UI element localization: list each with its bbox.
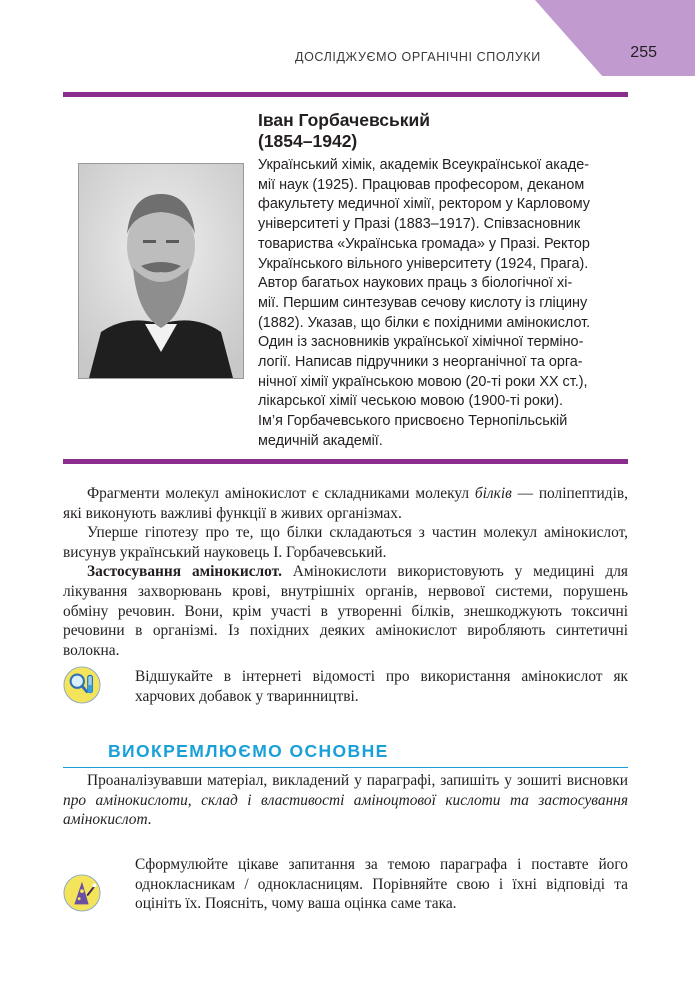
applications-heading: Застосування амінокислот. [87,563,282,581]
running-head: ДОСЛІДЖУЄМО ОРГАНІЧНІ СПОЛУКИ [295,50,541,64]
bio-line: Автор багатьох наукових праць з біологічної хі- [258,275,573,292]
bio-name-block [258,110,430,152]
bio-line: університеті у Празі (1883–1917). Співзасновник [258,216,581,233]
portrait-photo [78,163,244,379]
bio-line: мії. Першим синтезував сечову кислоту із гліцину [258,294,588,311]
task-question-text: Сформулюйте цікаве запитання за темою параграфа і поставте його однокласникам / однокласницям. Порівняйте свою і їхні відповіді та оцініть їх. Поясніть, чому ваша оцінка саме така. [135,856,628,913]
paragraph-text: Проаналізувавши матеріал, викладений у параграфі, запишіть у зошиті висновки [87,772,628,789]
emphasis-proteins: білків [474,485,512,502]
bio-line: факультету медичної хімії, ректором у Карловому [258,196,590,213]
emphasis-summary: про амінокислоти, склад і властивості аміноцтової кислоти та застосування амінокислот [63,791,628,829]
bio-years: (1854–1942) [258,131,358,151]
portrait-illustration [79,164,243,378]
summary-text [63,771,628,830]
bio-name: Іван Горбачевський [258,110,431,130]
paragraph-text: Фрагменти молекул амінокислот є складниками молекул [87,485,475,502]
bio-line: логії. Написав підручники з неорганічної та орга- [258,354,583,371]
paragraph-applications [63,562,628,660]
wizard-wand-icon [63,874,101,912]
paragraph-summary [63,771,628,830]
bio-line: (1882). Указав, що білки є похідними амінокислот. [258,314,591,331]
bio-bottom-rule [63,459,628,464]
bio-top-rule [63,92,628,97]
page-number: 255 [630,44,657,61]
section-heading: ВИОКРЕМЛЮЄМО ОСНОВНЕ [108,741,389,761]
task-search-text: Відшукайте в інтернеті відомості про використання амінокислот як харчових добавок у тваринництві. [135,668,628,705]
bio-line: лікарської хімії чеською мовою (1900-ті роки). [258,393,563,410]
bio-line: Українського вільного університету (1924, Прага). [258,255,589,272]
bio-text [258,156,628,452]
bio-line: нічної хімії українською мовою (20-ті роки XX ст.), [258,373,588,390]
paragraph-text: Амінокислоти використовують у медицині для лікування захворювань крові, внутрішніх органів, нервової системи, порушень обміну речовин. Вони, крім участі в утворенні білків, знешкоджують токсичні речовини в організмі. Із похідних деяких амінокислот виробляють синтетичні волокна. [63,563,628,659]
paragraph-text: — поліпептидів, які виконують важливі функції в живих організмах. [63,485,628,522]
bio-line: медичній академії. [258,432,383,449]
bio-line: Український хімік, академік Всеукраїнської акаде- [258,157,590,173]
paragraph-text: . [147,811,152,829]
paragraph-hypothesis: Уперше гіпотезу про те, що білки складаються з частин молекул амінокислот, висунув український науковець І. Горбачевський. [63,524,628,561]
bio-line: товариства «Українська громада» у Празі. Ректор [258,235,590,252]
section-heading-rule [63,767,628,768]
paragraph-proteins [63,484,628,523]
bio-line: Один із засновників української хімічної терміно- [258,334,584,351]
bio-line: Ім’я Горбачевського присвоєно Тернопільській [258,413,568,430]
body-text [63,484,628,660]
bio-line: мії наук (1925). Працював професором, деканом [258,176,585,193]
corner-tab [535,0,695,76]
magnifier-flask-icon [63,666,101,704]
